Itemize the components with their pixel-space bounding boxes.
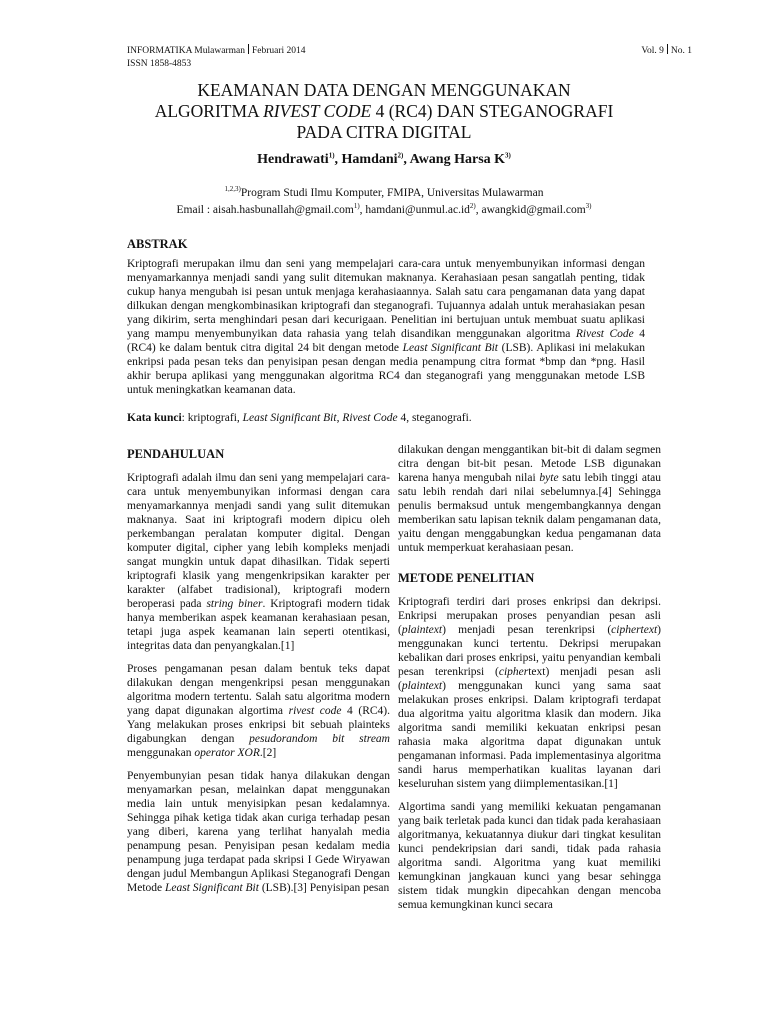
email-label: Email : xyxy=(176,204,213,216)
paragraph-text: Kriptografi terdiri dari proses enkripsi dan dekripsi. Enkripsi merupakan proses penyandian pesan asli ( xyxy=(398,596,661,636)
paragraph-text: menggunakan xyxy=(127,747,195,759)
title-line-2 xyxy=(100,101,668,122)
abstract-text: (LSB). Aplikasi ini melakukan enkripsi pada pesan teks dan penyisipan pesan dengan media penampung citra format *bmp dan *png. Hasil akhir berupa aplikasi yang menggunakan algoritma RC4 dan steganografi yang menggunakan metode LSB untuk meningkatkan keamanan data. xyxy=(127,342,645,396)
affiliation xyxy=(100,185,668,202)
title-line-1: KEAMANAN DATA DENGAN MENGGUNAKAN xyxy=(197,80,571,100)
affiliation-block xyxy=(100,185,668,219)
separator xyxy=(248,44,249,54)
email-superscript: 3) xyxy=(585,202,592,211)
author-name: , Hamdani xyxy=(334,152,398,167)
author-superscript: 1) xyxy=(328,151,335,160)
issn: ISSN 1858-4853 xyxy=(127,59,192,69)
paragraph-text: . Kriptografi modern tidak hanya memberikan aspek keamanan kerahasiaan pesan, tetapi juga aspek keamanan lain seperti otentikasi, integritas data dan penyangkalan.[1] xyxy=(127,598,390,652)
keywords-text: : kriptografi, xyxy=(181,412,243,424)
abstract-text: 4 (RC4) ke dalam bentuk citra digital 24 bit dengan metode xyxy=(127,328,645,354)
author-name: Hendrawati xyxy=(257,152,329,167)
paragraph xyxy=(127,662,390,760)
email-address: , awangkid@gmail.com xyxy=(475,204,586,216)
left-column xyxy=(127,447,390,904)
keywords-label: Kata kunci xyxy=(127,412,182,424)
issue-number: No. 1 xyxy=(670,46,692,56)
title-line-3: PADA CITRA DIGITAL xyxy=(296,122,472,142)
volume: Vol. 9 xyxy=(641,46,664,56)
abstract-italic: Rivest Code xyxy=(575,328,634,340)
title-italic: RIVEST CODE xyxy=(263,101,372,121)
paragraph-italic: byte xyxy=(539,472,559,484)
affiliation-text: Program Studi Ilmu Komputer, FMIPA, Universitas Mulawarman xyxy=(240,187,544,199)
title-text: ALGORITMA xyxy=(154,101,264,121)
paragraph-italic: pesudorandom bit stream xyxy=(249,733,390,745)
affiliation-superscript: 1,2,3) xyxy=(224,185,241,194)
keywords-line xyxy=(127,411,645,425)
paragraph-italic: ciphertext xyxy=(611,624,658,636)
paragraph-text: text) menjadi pesan asli ( xyxy=(398,666,661,692)
email-line xyxy=(100,202,668,219)
paragraph-italic: cipher xyxy=(498,666,529,678)
paragraph xyxy=(398,443,661,555)
paragraph-italic: string biner xyxy=(206,598,263,610)
abstract-body xyxy=(127,257,645,397)
title-text: 4 (RC4) DAN STEGANOGRAFI xyxy=(371,101,614,121)
right-column xyxy=(398,443,661,921)
paragraph-italic: plaintext xyxy=(401,680,443,692)
paragraph-italic: Least Significant Bit xyxy=(165,882,259,894)
paper-title xyxy=(100,80,668,143)
paragraph: Algortima sandi yang memiliki kekuatan pengamanan yang baik terletak pada kunci dan tidak pada kerahasiaan algoritmanya, kekuatannya diukur dari tingkat kesulitan kunci pendekripsian dari sandi, tidak pada rahasia algoritma sandi. Algoritma yang kuat memiliki kemungkinan jangkauan kunci yang besar sehingga sistem tidak mungkin dipecahkan dengan mencoba semua kemungkinan kunci secara xyxy=(398,801,661,911)
paragraph-text: .[2] xyxy=(259,747,277,759)
paragraph-text: Proses pengamanan pesan dalam bentuk teks dapat dilakukan dengan mengenkripsi pesan menggunakan algoritma modern tertentu. Salah satu algoritma modern yang dapat digunakan algortima xyxy=(127,663,390,717)
running-header-right xyxy=(641,44,692,58)
paragraph-text: Kriptografi adalah ilmu dan seni yang mempelajari cara-cara untuk menyembunyikan informasi dengan cara menyamarkannya menjadi sandi yang sulit ditemukan maknanya. Saat ini kriptografi modern dipicu oleh perkembangan peralatan komputer digital. Dengan komputer digital, cipher yang lebih kompleks menjadi sangat mungkin untuk dapat dihasilkan. Tidak seperti kriptografi klasik yang mengenkripsikan karakter per karakter (alfabet tradisional), kriptografi modern beroperasi pada xyxy=(127,472,390,610)
abstract-text: Kriptografi merupakan ilmu dan seni yang mempelajari cara-cara untuk menyembunyikan informasi dengan menyamarkannya menjadi sandi yang sulit ditemukan maknanya. Kerahasiaan pesan sangatlah penting, tidak cukup hanya mengubah isi pesan untuk menjaga kerahasiaannya. Salah satu cara pengamanan data yang dapat dilkukan dengan mengkombinasikan kriptografi dan steganografi. Tujuannya adalah untuk merahasiakan pesan yang dikirim, serta menghindari pesan dari kecurigaan. Penelitian ini bertujuan untuk membuat suatu aplikasi yang mampu menyembunyikan data rahasia yang telah disandikan menggunakan algoritma xyxy=(127,258,645,340)
running-header-left xyxy=(127,44,306,71)
author-superscript: 3) xyxy=(505,151,511,160)
paragraph-text: dilakukan dengan menggantikan bit-bit di dalam segmen citra dengan bit-bit pesan. Metode LSB digunakan karena hanya mengubah nilai xyxy=(398,444,661,484)
paragraph-text: (LSB).[3] Penyisipan pesan xyxy=(258,882,390,894)
paragraph-italic: plaintext xyxy=(401,624,443,636)
email-address: aisah.hasbunallah@gmail.com xyxy=(212,204,354,216)
separator xyxy=(667,44,668,54)
abstract-italic: Least Significant Bit xyxy=(402,342,498,354)
keywords-text: 4, steganografi. xyxy=(397,412,472,424)
paragraph-text: Penyembunyian pesan tidak hanya dilakukan dengan menyamarkan pesan, melainkan dapat menggunakan media lain untuk menyisipkan pesan kedalamnya. Sehingga pihak ketiga tidak akan curiga terhadap pesan yang diberi, karena yang terlihat hanyalah media penampung pesan. Penyisipan pesan kedalam media penampung juga terdapat pada skripsi I Gede Wiryawan dengan judul Membangun Aplikasi Steganografi Dengan Metode xyxy=(127,770,390,894)
email-superscript: 1) xyxy=(353,202,360,211)
paragraph-text: satu lebih tinggi atau satu lebih rendah dari nilai sebelumnya.[4] Sehingga penulis bermaksud untuk mengembangkannya dengan memberikan satu lapisan teknik dalam pengamanan data, yaitu dengan menggabungkan kedua pengamanan data untuk memperkuat kerahasiaan pesan. xyxy=(398,472,661,554)
author-name: , Awang Harsa K xyxy=(403,152,506,167)
paragraph-italic: rivest code xyxy=(288,705,342,717)
journal-name: INFORMATIKA Mulawarman xyxy=(127,46,245,56)
paragraph xyxy=(127,769,390,895)
paragraph-text: ) menjadi pesan terenkripsi ( xyxy=(442,624,612,636)
paragraph xyxy=(398,595,661,791)
keywords-text: , xyxy=(336,412,343,424)
paragraph-italic: operator XOR xyxy=(194,747,260,759)
email-superscript: 2) xyxy=(469,202,476,211)
email-address: , hamdani@unmul.ac.id xyxy=(359,204,470,216)
paragraph-text: 4 (RC4). Yang melakukan proses enkripsi bit sebuah plainteks digabungkan dengan xyxy=(127,705,391,745)
author-superscript: 2) xyxy=(397,151,404,160)
keywords-italic: Rivest Code xyxy=(342,412,398,424)
section-heading-pendahuluan: PENDAHULUAN xyxy=(127,447,225,461)
paragraph xyxy=(127,471,390,653)
issue-date: Februari 2014 xyxy=(251,46,306,56)
paragraph-text: ) menggunakan kunci yang sama saat melakukan proses enkripsi. Dalam kriptografi terdapat dua algoritma yaitu algoritma klasik dan modern. Jika algoritma sandi memiliki kekuatan enkripsi pesan rahasia maka algoritma dapat digunakan untuk pengamanan informasi. Pada implementasinya algoritma sandi harus memperhatikan kualitas layanan dari keseluruhan sistem yang diimplementasikan.[1] xyxy=(398,680,661,790)
abstract-heading: ABSTRAK xyxy=(127,237,188,251)
keywords-italic: Least Significant Bit xyxy=(242,412,337,424)
paragraph-text: ) menggunakan kunci tertentu. Dekripsi merupakan kebalikan dari proses enkripsi, yaitu penyandian kembali pesan terenkripsi ( xyxy=(398,624,661,678)
author-list xyxy=(100,152,668,168)
section-heading-metode-penelitian: METODE PENELITIAN xyxy=(398,571,535,585)
